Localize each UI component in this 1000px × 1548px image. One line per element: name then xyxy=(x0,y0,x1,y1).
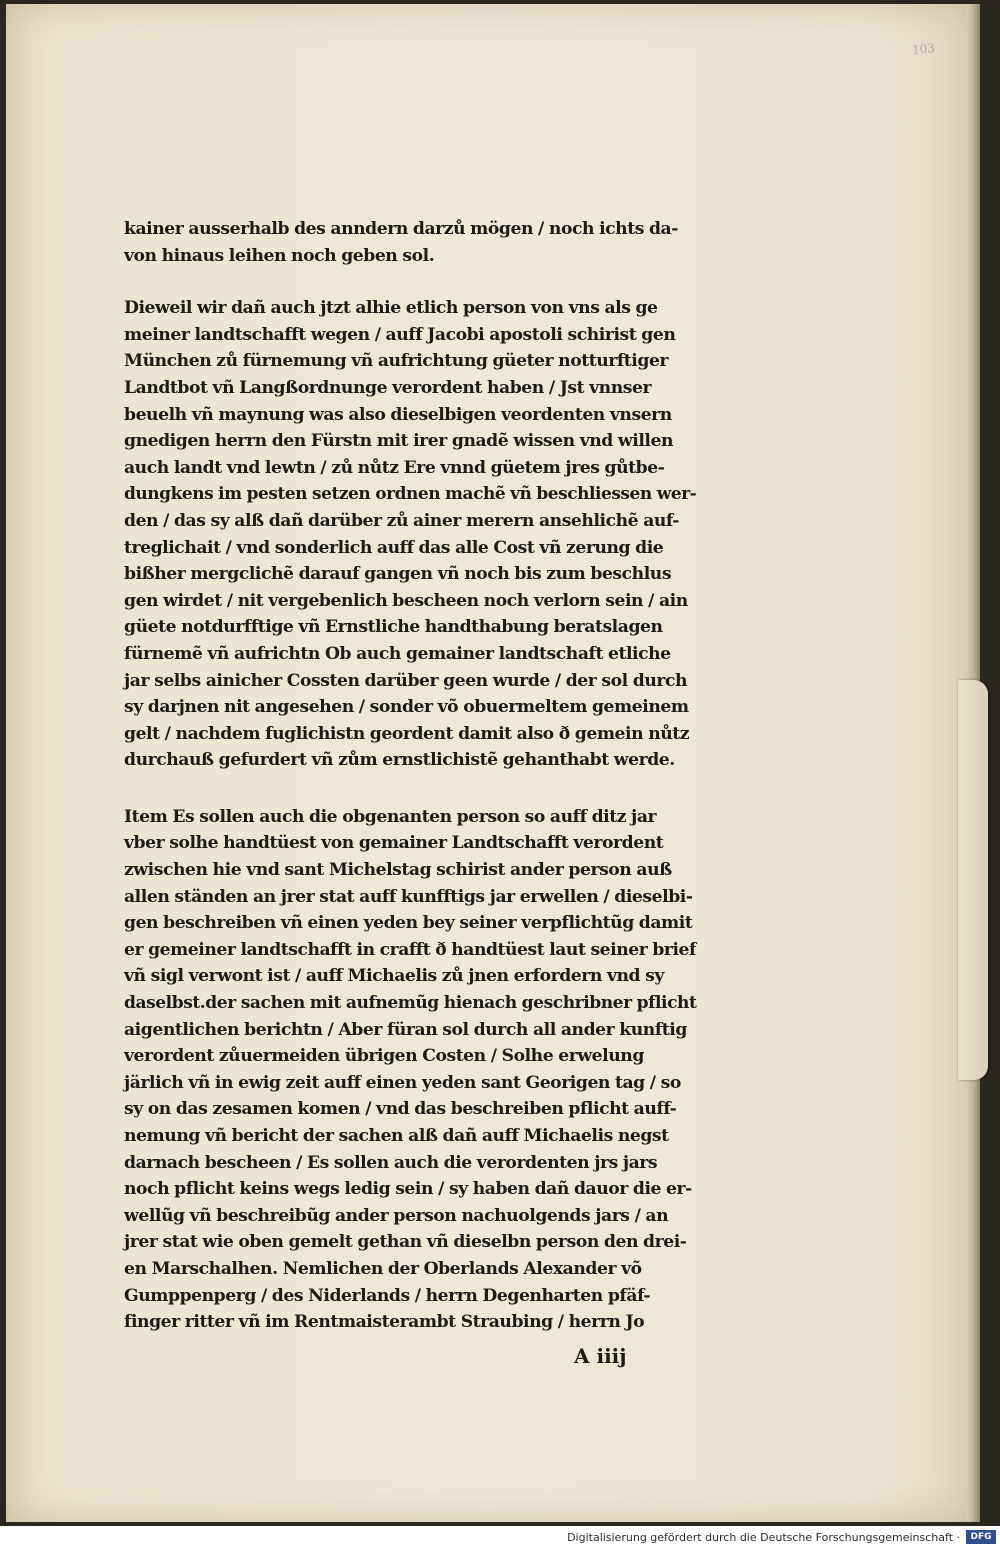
text-line: sy on das zesamen komen / vnd das beschreiben pflicht auff- xyxy=(124,1099,677,1120)
text-line: järlich vñ in ewig zeit auff einen yeden sant Georigen tag / so xyxy=(124,1072,681,1093)
text-line: verordent zůuermeiden übrigen Costen / Solhe erwelung xyxy=(124,1046,644,1067)
folio-number: 103 xyxy=(911,40,936,58)
text-line: vber solhe handtüest von gemainer Landtschafft verordent xyxy=(124,833,664,854)
text-line: auch landt vnd lewtn / zů nůtz Ere vnnd güetem jres gůtbe- xyxy=(124,457,665,478)
text-line: meiner landtschafft wegen / auff Jacobi apostoli schirist gen xyxy=(124,324,676,345)
text-line: aigentlichen berichtn / Aber füran sol durch all ander kunftig xyxy=(124,1019,687,1040)
page-tab-flap xyxy=(958,680,988,1080)
paragraph xyxy=(124,216,696,269)
paragraph xyxy=(124,804,696,1336)
text-line: gen wirdet / nit vergebenlich bescheen noch verlorn sein / ain xyxy=(124,590,688,611)
text-line: jrer stat wie oben gemelt gethan vñ dieselbn person den drei- xyxy=(124,1232,687,1253)
footer-bar xyxy=(0,1526,1000,1548)
book-page xyxy=(6,4,972,1522)
text-line: güete notdurfftige vñ Ernstliche handthabung beratslagen xyxy=(124,617,663,638)
text-line: Landtbot vñ Langßordnunge verordent haben / Jst vnnser xyxy=(124,377,652,398)
text-line: vñ sigl verwont ist / auff Michaelis zů jnen erfordern vnd sy xyxy=(124,966,664,987)
text-line: dungkens im pesten setzen ordnen machẽ vñ beschliessen wer- xyxy=(124,484,697,505)
text-line: finger ritter vñ im Rentmaisterambt Straubing / herrn Jo xyxy=(124,1312,645,1333)
text-line: zwischen hie vnd sant Michelstag schirist ander person auß xyxy=(124,860,672,881)
text-line: beuelh vñ maynung was also dieselbigen veordenten vnsern xyxy=(124,404,672,425)
text-line: Item Es sollen auch die obgenanten person so auff ditz jar xyxy=(124,806,657,827)
text-line: allen ständen an jrer stat auff kunfftigs jar erwellen / dieselbi- xyxy=(124,886,693,907)
text-line: gelt / nachdem fuglichistn geordent damit also ð gemein nůtz xyxy=(124,723,690,744)
text-line: fürnemẽ vñ aufrichtn Ob auch gemainer landtschaft etliche xyxy=(124,643,671,664)
text-line: darnach bescheen / Es sollen auch die verordenten jrs jars xyxy=(124,1152,658,1173)
text-line: gen beschreiben vñ einen yeden bey seiner verpflichtũg damit xyxy=(124,913,693,934)
footer-credit: Digitalisierung gefördert durch die Deutsche Forschungsgemeinschaft · xyxy=(567,1531,960,1544)
text-line: nemung vñ bericht der sachen alß dañ auff Michaelis negst xyxy=(124,1126,669,1146)
text-line: gnedigen herrn den Fürstn mit irer gnadẽ wissen vnd willen xyxy=(124,431,674,452)
text-line: den / das sy alß dañ darüber zů ainer merern ansehlichẽ auf- xyxy=(124,510,679,531)
text-line: treglichait / vnd sonderlich auff das alle Cost vñ zerung die xyxy=(124,537,664,558)
body-text xyxy=(124,216,696,1336)
text-line: sy darjnen nit angesehen / sonder võ obuermeltem gemeinem xyxy=(124,697,689,718)
text-line: noch pflicht keins wegs ledig sein / sy haben dañ dauor die er- xyxy=(124,1179,692,1200)
text-line: wellũg vñ beschreibũg ander person nachuolgends jars / an xyxy=(124,1205,669,1226)
text-line: kainer ausserhalb des anndern darzů mögen / noch ichts da- xyxy=(124,219,678,239)
signature-mark: A iiij xyxy=(574,1344,627,1368)
text-line: durchauß gefurdert vñ zům ernstlichistẽ gehanthabt werde. xyxy=(124,750,675,771)
text-line: jar selbs ainicher Cossten darüber geen wurde / der sol durch xyxy=(124,670,688,691)
text-line: daselbst.der sachen mit aufnemũg hienach geschribner pflicht xyxy=(124,993,697,1014)
text-line: München zů fürnemung vñ aufrichtung güeter notturftiger xyxy=(124,351,669,372)
text-line: von hinaus leihen noch geben sol. xyxy=(124,245,435,266)
text-line: en Marschalhen. Nemlichen der Oberlands Alexander võ xyxy=(124,1258,642,1279)
text-line: Dieweil wir dañ auch jtzt alhie etlich person von vns als ge xyxy=(124,298,658,319)
text-line: er gemeiner landtschafft in crafft ð handtüest laut seiner brief xyxy=(124,939,696,960)
text-line: bißher mergclichẽ darauf gangen vñ noch bis zum beschlus xyxy=(124,564,672,585)
paragraph xyxy=(124,295,696,774)
text-line: Gumppenperg / des Niderlands / herrn Degenharten pfäf- xyxy=(124,1285,651,1306)
dfg-logo: DFG xyxy=(966,1530,996,1544)
